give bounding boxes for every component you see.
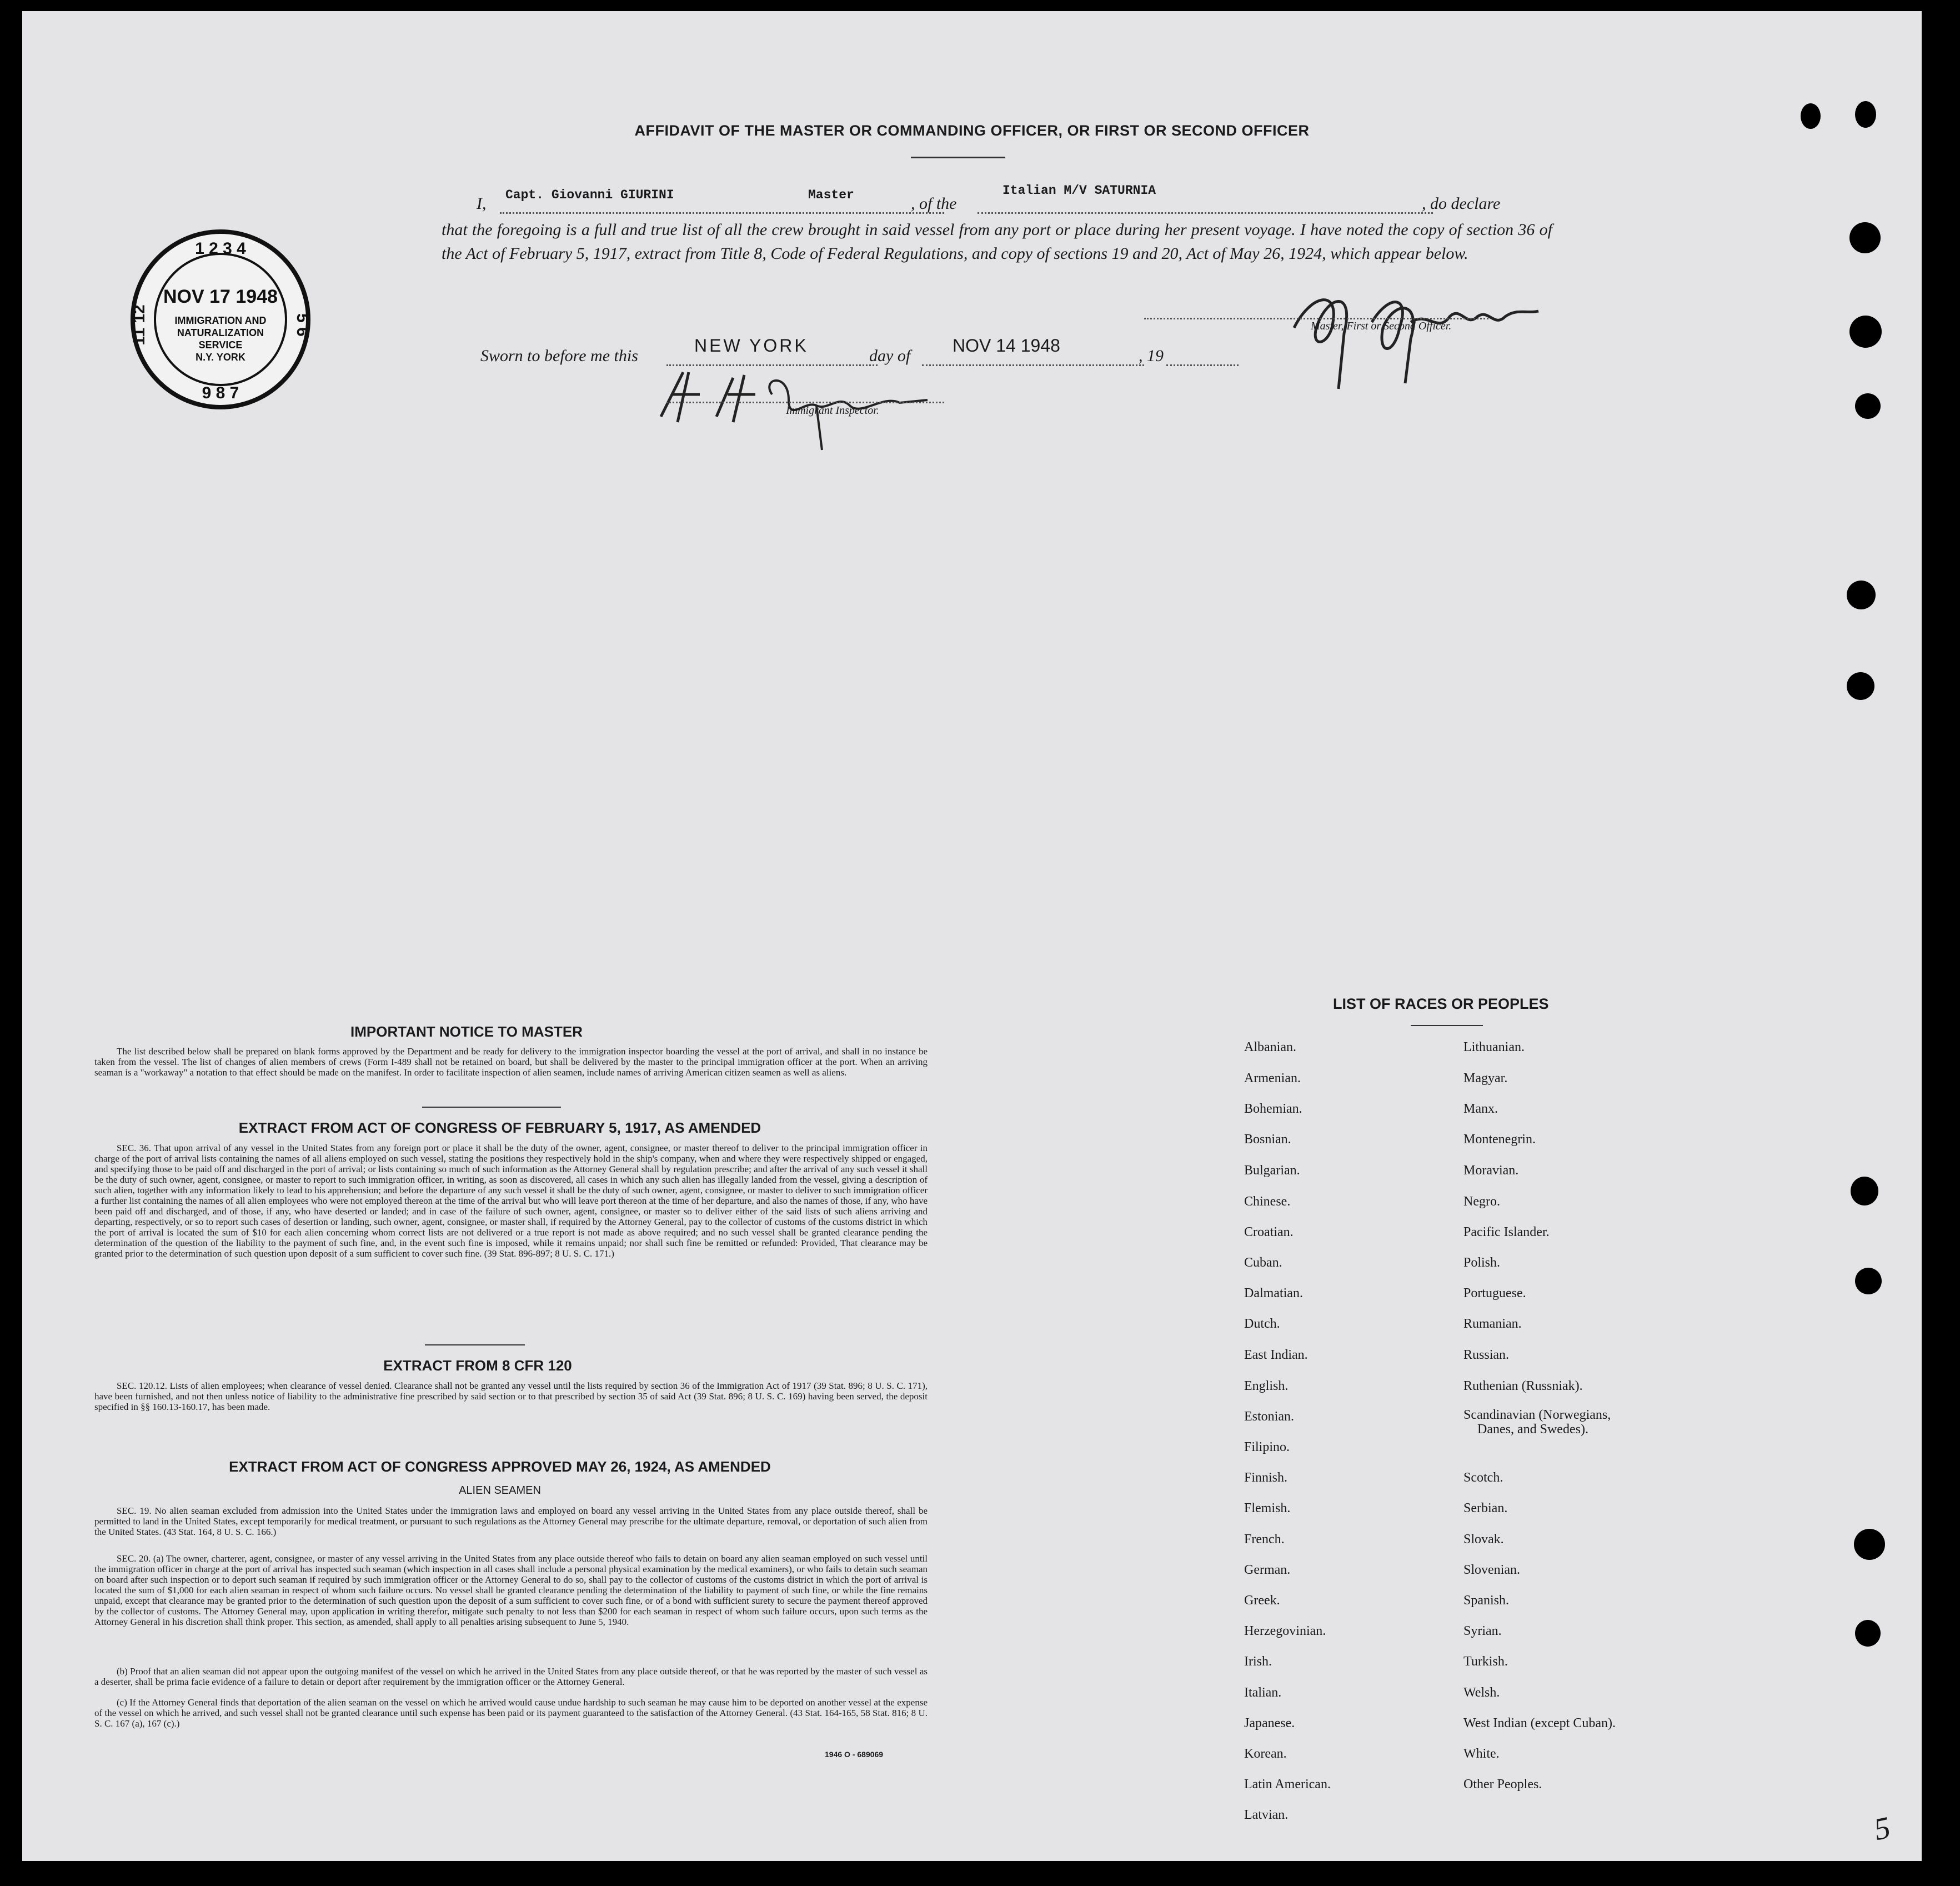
master-caption: Master, First or Second Officer. [1311,320,1452,332]
immigration-stamp [119,225,322,414]
race-item: English. [1244,1379,1289,1393]
race-item: Syrian. [1463,1624,1502,1638]
race-item: Moravian. [1463,1163,1519,1178]
race-item: Filipino. [1244,1440,1290,1454]
race-item: Scotch. [1463,1470,1503,1485]
race-item: Spanish. [1463,1593,1510,1608]
cfr-body: SEC. 120.12. Lists of alien employees; when clearance of vessel denied. Clearance shall not be granted any vessel until the lists required by section 36 of the Immigration Act of 1917 (39 Stat. 896; 8 U. S. C. 171), have been furnished, and not then unless notice of liability to the administrative fine prescribed by said section or to that prescribed by section 35 of said Act (39 Stat. 896; 8 U. S. C. 169) having been served, the deposit specified in §§ 160.13-160.17, has been made. [94,1380,928,1412]
punch-hole [1854,1529,1885,1560]
sworn-place: NEW YORK [694,336,809,356]
race-item: Korean. [1244,1747,1287,1761]
race-item: Japanese. [1244,1716,1295,1730]
race-item: Manx. [1463,1102,1498,1116]
race-item: Pacific Islander. [1463,1225,1550,1239]
race-item: Estonian. [1244,1409,1294,1424]
act1924-subtitle: ALIEN SEAMEN [459,1484,541,1497]
race-item: East Indian. [1244,1348,1308,1362]
inspector-caption: Immigrant Inspector. [786,404,879,417]
race-item: Polish. [1463,1255,1501,1270]
race-item: Bohemian. [1244,1102,1302,1116]
svg-text:SERVICE: SERVICE [198,339,243,351]
race-item: Russian. [1463,1348,1510,1362]
race-item: Croatian. [1244,1225,1294,1239]
punch-hole [1855,1620,1881,1647]
sworn-date: NOV 14 1948 [953,336,1060,356]
race-item: Cuban. [1244,1255,1282,1270]
punch-hole [1847,672,1874,700]
vessel-line [978,212,1433,214]
svg-text:NATURALIZATION: NATURALIZATION [177,327,264,338]
punch-hole [1801,103,1821,129]
affidavit-body: that the foregoing is a full and true list of all the crew brought in said vessel from any port or place during her present voyage. I have noted the copy of section 36 of the Act of February 5, 1917, extract from Title 8, Code of Federal Regulations, and copy of sections 19 and 20, Act of May 26, 1924, which appear below. [442,221,1552,263]
title-underline [911,157,1005,158]
notice-divider [422,1107,561,1108]
punch-hole [1855,393,1881,419]
vessel-name: Italian M/V SATURNIA [1002,183,1156,198]
race-item: Herzegovinian. [1244,1624,1326,1638]
cfr-title: EXTRACT FROM 8 CFR 120 [383,1357,572,1374]
race-item: Finnish. [1244,1470,1288,1485]
master-name: Capt. Giovanni GIURINI [505,188,674,202]
race-item: Dutch. [1244,1317,1280,1331]
svg-text:N.Y. YORK: N.Y. YORK [196,352,245,363]
day-of-label: day of [869,347,911,365]
race-item: Rumanian. [1463,1317,1522,1331]
act1924-sec20b: (b) Proof that an alien seaman did not appear upon the outgoing manifest of the vessel on which he arrived in the United States from any place outside thereof, or that he was reported by the master of such vessel as a deserter, shall be prima facie evidence of a failure to detain or deport after requirement by the immigration officer or the Attorney General. [94,1666,928,1687]
race-item: Portuguese. [1463,1286,1526,1300]
race-item: Italian. [1244,1685,1282,1700]
act1917-title: EXTRACT FROM ACT OF CONGRESS OF FEBRUARY 5, 1917, AS AMENDED [238,1119,761,1136]
punch-hole [1847,581,1876,609]
race-item: Chinese. [1244,1194,1291,1209]
svg-text:5 6: 5 6 [293,313,312,337]
page-mark: 5 [1871,1810,1894,1848]
act1924-sec20a: SEC. 20. (a) The owner, charterer, agent, consignee, or master of any vessel arriving in the United States from any place outside thereof who fails to detain on board any alien seaman employed on such vessel until the immigration officer in charge at the port of arrival has inspected such seaman (which inspection in all cases shall include a personal physical examination by the medical examiners), or who fails to detain such seaman on board after such inspection or to deport such seaman if required by such immigration officer or the Attorney General to do so, shall pay to the collector of customs of the customs district in which the port of arrival is located the sum of $1,000 for each alien seaman in respect of whom such failure occurs. No vessel shall be granted clearance pending the determination of the liability to payment of such fine, or while the fine remains unpaid, except that clearance may be granted prior to the determination of such question upon the deposit of a sum sufficient to cover such fine, or of a bond with sufficient surety to secure the payment thereof approved by the collector of customs. The Attorney General may, upon application in writing therefor, mitigate such penalty to not less than $200 for each seaman in respect of whom such failure occurs, upon such terms as the Attorney General in his discretion shall think proper. This section, as amended, shall apply to all penalties arising subsequent to June 5, 1940. [94,1553,928,1627]
race-item: Other Peoples. [1463,1777,1542,1792]
race-item: Bosnian. [1244,1132,1291,1147]
race-item: Danes, and Swedes). [1477,1422,1588,1437]
notice-body: The list described below shall be prepared on blank forms approved by the Department and be ready for delivery to the immigration inspector boarding the vessel at the port of arrival, and shall in no instance be taken from the vessel. The list of changes of alien members of crews (Form I-489 shall not be retained on board, but shall be delivered by the master to the principal immigration officer at the port. When an arriving seaman is a "workaway" a notation to that effect should be made on the manifest. In order to facilitate inspection of alien seamen, include names of arriving American citizen seamen as well as aliens. [94,1046,928,1078]
affidavit-title: AFFIDAVIT OF THE MASTER OR COMMANDING OFFICER, OR FIRST OR SECOND OFFICER [634,122,1310,139]
race-item: Bulgarian. [1244,1163,1300,1178]
race-item: Irish. [1244,1654,1272,1669]
punch-hole [1855,1268,1882,1294]
master-signature-line [1144,318,1488,319]
do-declare-label: , do declare [1422,194,1501,213]
race-item: West Indian (except Cuban). [1463,1716,1616,1730]
race-item: Lithuanian. [1463,1040,1525,1054]
race-item: Greek. [1244,1593,1280,1608]
punch-hole [1849,222,1881,253]
race-item: Serbian. [1463,1501,1508,1515]
act1924-sec19: SEC. 19. No alien seaman excluded from admission into the United States under the immigration laws and employed on board any vessel arriving in the United States from any place outside thereof, shall be permitted to land in the United States, except temporarily for medical treatment, or pursuant to such regulations as the Attorney General may prescribe for the ultimate departure, removal, or deportation of such alien from the United States. (43 Stat. 164, 8 U. S. C. 166.) [94,1505,928,1537]
svg-text:1 2 3 4: 1 2 3 4 [195,239,246,258]
race-item: Dalmatian. [1244,1286,1303,1300]
race-item: Turkish. [1463,1654,1508,1669]
race-item: Latvian. [1244,1808,1289,1822]
race-item: Scandinavian (Norwegians, [1463,1408,1611,1422]
race-item: Slovenian. [1463,1563,1520,1577]
inspector-signature-line [666,402,944,403]
year-prefix: , 19 [1139,347,1164,365]
race-item: French. [1244,1532,1285,1547]
affidavit-i-label: I, [477,194,487,213]
races-divider [1411,1025,1483,1026]
act1917-divider [425,1344,525,1345]
act1924-title: EXTRACT FROM ACT OF CONGRESS APPROVED MAY 26, 1924, AS AMENDED [229,1458,771,1475]
act1917-body: SEC. 36. That upon arrival of any vessel in the United States from any foreign port or place it shall be the duty of the owner, agent, consignee, or master thereof to deliver to the principal immigration officer in charge of the port of arrival lists containing the names of all aliens employed on such vessel, stating the positions they respectively hold in the ship's company, when and where they were respectively shipped or engaged, and specifying those to be paid off and discharged in the port of arrival; or lists containing so much of such information as the Attorney General shall by regulation prescribe; and after the arrival of any such vessel it shall be the duty of such owner, agent, consignee, or master to report to such immigration officer, in writing, as soon as discovered, all cases in which any such alien has illegally landed from the vessel, giving a description of such alien, together with any information likely to lead to his apprehension; and before the departure of any such vessel it shall be the duty of such owner, agent, consignee, or master to deliver to such immigration officer a further list containing the names of all alien employees who were not employed thereon at the time of the arrival but who will leave port thereon at the time of her departure, and also the names of those, if any, who have been paid off and discharged, and of those, if any, who have deserted or landed; and in case of the failure of such owner, agent, consignee, or master so to deliver either of the said lists of such aliens arriving and departing, respectively, or so to report such cases of desertion or landing, such owner, agent, consignee, or master shall, if required by the Attorney General, pay to the collector of customs of the customs district in which the port of arrival is located the sum of $10 for each alien concerning whom correct lists are not delivered or a true report is not made as above required; and no such vessel shall be granted clearance pending the determination of the question of the liability to the payment of such fine, and, in the event such fine is imposed, while it remains unpaid; nor shall such fine be remitted or refunded: Provided, That clearance may be granted prior to the determination of such question upon deposit of a sum sufficient to cover such fine. (39 Stat. 896-897; 8 U. S. C. 171.) [94,1143,928,1259]
sworn-label: Sworn to before me this [480,347,638,365]
race-item: White. [1463,1747,1500,1761]
svg-text:IMMIGRATION AND: IMMIGRATION AND [174,315,267,326]
name-line [500,212,944,214]
race-item: Montenegrin. [1463,1132,1536,1147]
race-item: Magyar. [1463,1071,1508,1085]
document-page [22,11,1922,1861]
race-item: Flemish. [1244,1501,1291,1515]
punch-hole [1855,101,1876,128]
punch-hole [1851,1177,1878,1205]
notice-title: IMPORTANT NOTICE TO MASTER [350,1023,583,1040]
race-item: Armenian. [1244,1071,1301,1085]
act1924-sec20c: (c) If the Attorney General finds that deportation of the alien seaman on the vessel on which he arrived would cause undue hardship to such seaman he may cause him to be deported on another vessel at the expense of the vessel on which he arrived, and such vessel shall not be granted clearance until such expense has been paid or its payment guaranteed to the satisfaction of the Attorney General. (43 Stat. 164-165, 58 Stat. 816; 8 U. S. C. 167 (a), 167 (c).) [94,1697,928,1729]
race-item: Ruthenian (Russniak). [1463,1379,1583,1393]
svg-text:11 12: 11 12 [130,304,148,346]
sworn-date-line [922,364,1144,366]
year-line [1166,364,1239,366]
race-item: Welsh. [1463,1685,1500,1700]
svg-text:NOV 17 1948: NOV 17 1948 [163,286,278,307]
race-item: Latin American. [1244,1777,1331,1792]
race-item: German. [1244,1563,1291,1577]
race-item: Albanian. [1244,1040,1296,1054]
of-the-label: , of the [911,194,957,213]
master-rank: Master [808,188,854,202]
svg-text:9 8 7: 9 8 7 [202,384,239,402]
punch-hole [1849,316,1882,348]
race-item: Negro. [1463,1194,1500,1209]
race-item: Slovak. [1463,1532,1504,1547]
races-title: LIST OF RACES OR PEOPLES [1333,995,1549,1012]
print-code: 1946 O - 689069 [825,1750,884,1759]
